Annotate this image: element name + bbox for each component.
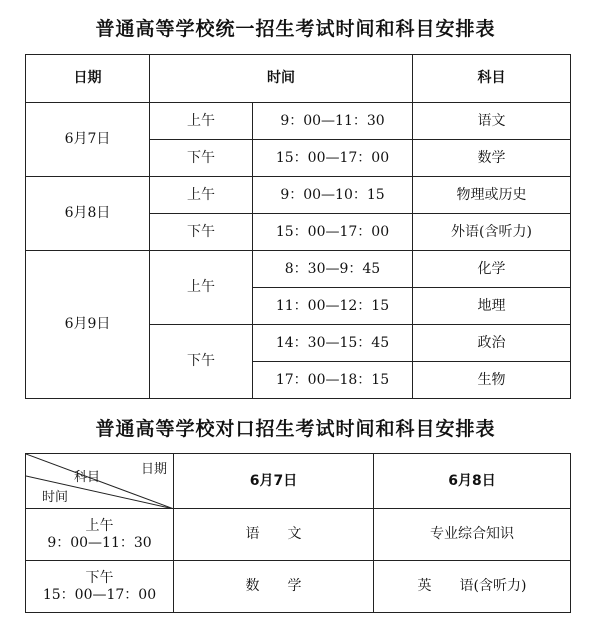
subject-cell: 外语(含听力) [413, 214, 571, 251]
table-header-row [26, 55, 571, 103]
subject-cell: 英 语(含听力) [374, 561, 571, 613]
corner-subject-label: 科目 [74, 470, 101, 485]
table-row [26, 561, 571, 613]
period-cell: 下午 [150, 140, 253, 177]
subject-cell: 生物 [413, 362, 571, 399]
table1-title: 普通高等学校统一招生考试时间和科目安排表 [95, 18, 496, 40]
subject-cell: 化学 [413, 251, 571, 288]
time-cell: 9：00—11：30 [253, 103, 413, 140]
subject-cell: 专业综合知识 [374, 509, 571, 561]
subject-cell: 数学 [413, 140, 571, 177]
time-label: 9：00—11：30 [47, 534, 152, 551]
period-cell: 上午 [150, 251, 253, 325]
table-row [26, 103, 571, 140]
subject-cell: 物理或历史 [413, 177, 571, 214]
session-cell [26, 561, 174, 613]
period-cell: 下午 [150, 214, 253, 251]
table-header-row [26, 454, 571, 509]
corner-time-label: 时间 [42, 490, 69, 505]
subject-cell: 地理 [413, 288, 571, 325]
header-subject: 科目 [413, 55, 571, 103]
column-header-day1: 6月7日 [174, 454, 374, 509]
subject-cell: 语 文 [174, 509, 374, 561]
corner-date-label: 日期 [140, 462, 167, 477]
diagonal-header-cell [26, 454, 174, 509]
time-cell: 9：00—10：15 [253, 177, 413, 214]
subject-cell: 语文 [413, 103, 571, 140]
session-cell [26, 509, 174, 561]
period-label: 上午 [85, 517, 114, 534]
date-cell: 6月7日 [26, 103, 150, 177]
period-cell: 上午 [150, 177, 253, 214]
table-row [26, 509, 571, 561]
time-cell: 15：00—17：00 [253, 214, 413, 251]
time-cell: 15：00—17：00 [253, 140, 413, 177]
period-cell: 上午 [150, 103, 253, 140]
header-time: 时间 [150, 55, 413, 103]
table-row [26, 251, 571, 288]
time-cell: 8：30—9：45 [253, 251, 413, 288]
exam-schedule-table-vocational [25, 453, 571, 613]
table2-title: 普通高等学校对口招生考试时间和科目安排表 [95, 418, 496, 440]
time-cell: 14：30—15：45 [253, 325, 413, 362]
time-cell: 17：00—18：15 [253, 362, 413, 399]
date-cell: 6月8日 [26, 177, 150, 251]
date-cell: 6月9日 [26, 251, 150, 399]
exam-schedule-table-unified [25, 54, 571, 399]
period-cell: 下午 [150, 325, 253, 399]
column-header-day2: 6月8日 [374, 454, 571, 509]
time-cell: 11：00—12：15 [253, 288, 413, 325]
time-label: 15：00—17：00 [42, 586, 157, 603]
subject-cell: 政治 [413, 325, 571, 362]
header-date: 日期 [26, 55, 150, 103]
table-row [26, 177, 571, 214]
subject-cell: 数 学 [174, 561, 374, 613]
period-label: 下午 [85, 569, 114, 586]
